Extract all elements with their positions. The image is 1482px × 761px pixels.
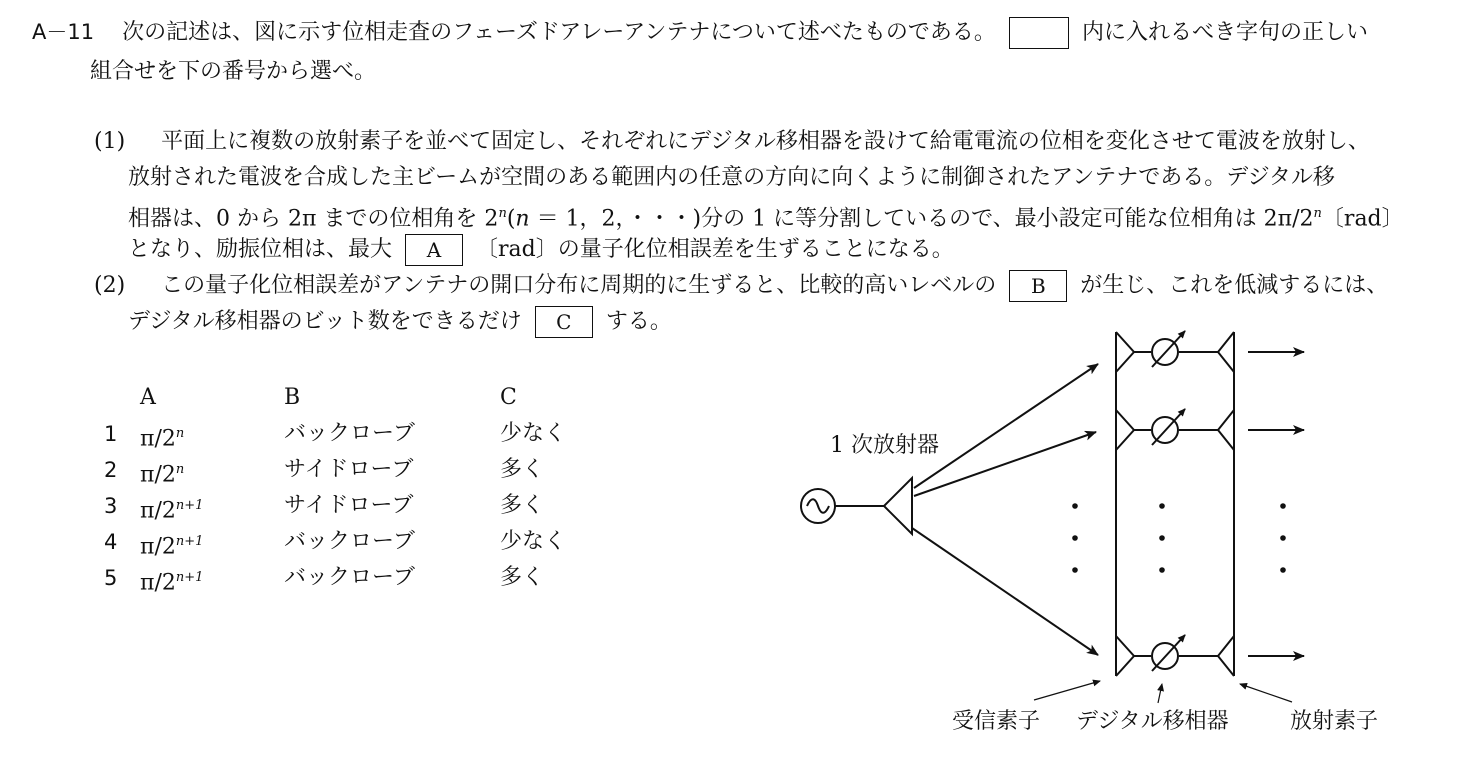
statement1-line3-n: n: [515, 206, 530, 232]
table-row-a: $\pi/2^{n+1}$: [140, 498, 204, 524]
table-row-a: π/2$^n$: [140, 426, 185, 452]
statement2-line2-b: する。: [605, 309, 672, 334]
phase-shifter-label: デジタル移相器: [1076, 709, 1229, 734]
radiating-element-label: 放射素子: [1290, 709, 1379, 734]
statement1-line2: 放射された電波を合成した主ビームが空間のある範囲内の任意の方向に向くように制御されたアンテナである。デジタル移: [128, 165, 1335, 190]
question-intro-post: 内に入れるべき字句の正しい: [1081, 20, 1368, 45]
table-row-number: 4: [104, 530, 118, 554]
table-row-c: 多く: [500, 493, 545, 518]
receiving-element-label: 受信素子: [952, 709, 1041, 734]
table-row-a: π/2$^n$: [140, 462, 185, 488]
statement2-line1-b: が生じ、これを低減するには、: [1080, 273, 1389, 298]
signal-source-icon: [801, 489, 884, 523]
question-intro-line2: 組合せを下の番号から選べ。: [90, 59, 377, 84]
statement1-line4-a: となり、励振位相は、最大: [128, 237, 393, 262]
statement1-text1: 平面上に複数の放射素子を並べて固定し、それぞれにデジタル移相器を設けて給電電流の位相を変化させて電波を放射し、: [161, 129, 1370, 154]
table-row-number: 1: [104, 422, 118, 446]
table-row-c: 少なく: [500, 529, 567, 554]
question-intro-pre: 次の記述は、図に示す位相走査のフェーズドアレーアンテナについて述べたものである。: [122, 20, 996, 45]
table-header-a: A: [140, 385, 156, 410]
statement2-line1-a: この量子化位相誤差がアンテナの開口分布に周期的に生ずると、比較的高いレベルの: [161, 273, 997, 298]
feed-rays: [912, 364, 1098, 655]
blank-box-a: A: [405, 234, 463, 266]
primary-radiator-label: 1 次放射器: [830, 433, 939, 458]
table-row-a: $\pi/2^{n+1}$: [140, 534, 204, 560]
table-row-b: サイドローブ: [284, 457, 414, 482]
table-row-a: $\pi/2^{n+1}$: [140, 570, 204, 596]
table-row-b: バックローブ: [284, 421, 415, 446]
statement1-line3-sup2: n: [1313, 206, 1322, 221]
statement1-line3-a: 相器は、0 から 2π までの位相角を 2: [128, 206, 499, 232]
table-row-c: 多く: [500, 565, 545, 590]
statement1-line3-sup: n: [498, 206, 507, 221]
table-row-number: 3: [104, 494, 118, 518]
question-number: A－11: [32, 20, 95, 44]
statement1-line3-c: ＝ 1，2，・・・)分の 1 に等分割しているので、最小設定可能な位相角は 2π/2: [529, 206, 1314, 232]
array-row-top: [1116, 331, 1304, 372]
table-row-b: サイドローブ: [284, 493, 414, 518]
statement1-marker: (1): [94, 129, 126, 154]
ellipsis-dots: [1072, 503, 1286, 573]
statement2-line2-a: デジタル移相器のビット数をできるだけ: [128, 309, 522, 334]
table-row-c: 少なく: [500, 421, 567, 446]
table-row-b: バックローブ: [284, 529, 415, 554]
statement1-line3-d: 〔rad〕: [1321, 206, 1404, 232]
table-row-b: バックローブ: [284, 565, 415, 590]
blank-box-b: B: [1009, 270, 1067, 302]
array-frame: [1116, 332, 1234, 676]
statement2-marker: (2): [94, 273, 126, 298]
statement1-line4-b: 〔rad〕の量子化位相誤差を生ずることになる。: [476, 237, 954, 262]
table-row-number: 2: [104, 458, 118, 482]
table-header-b: B: [284, 385, 301, 410]
array-row-bottom: [1116, 635, 1304, 676]
statement1-line3-b: (: [506, 206, 516, 232]
array-row-second: [1116, 409, 1304, 450]
table-row-number: 5: [104, 566, 118, 590]
blank-box-c: C: [535, 306, 593, 338]
table-header-c: C: [500, 385, 517, 410]
table-row-c: 多く: [500, 457, 545, 482]
label-pointers: [1034, 681, 1292, 703]
primary-horn-icon: [884, 478, 912, 534]
